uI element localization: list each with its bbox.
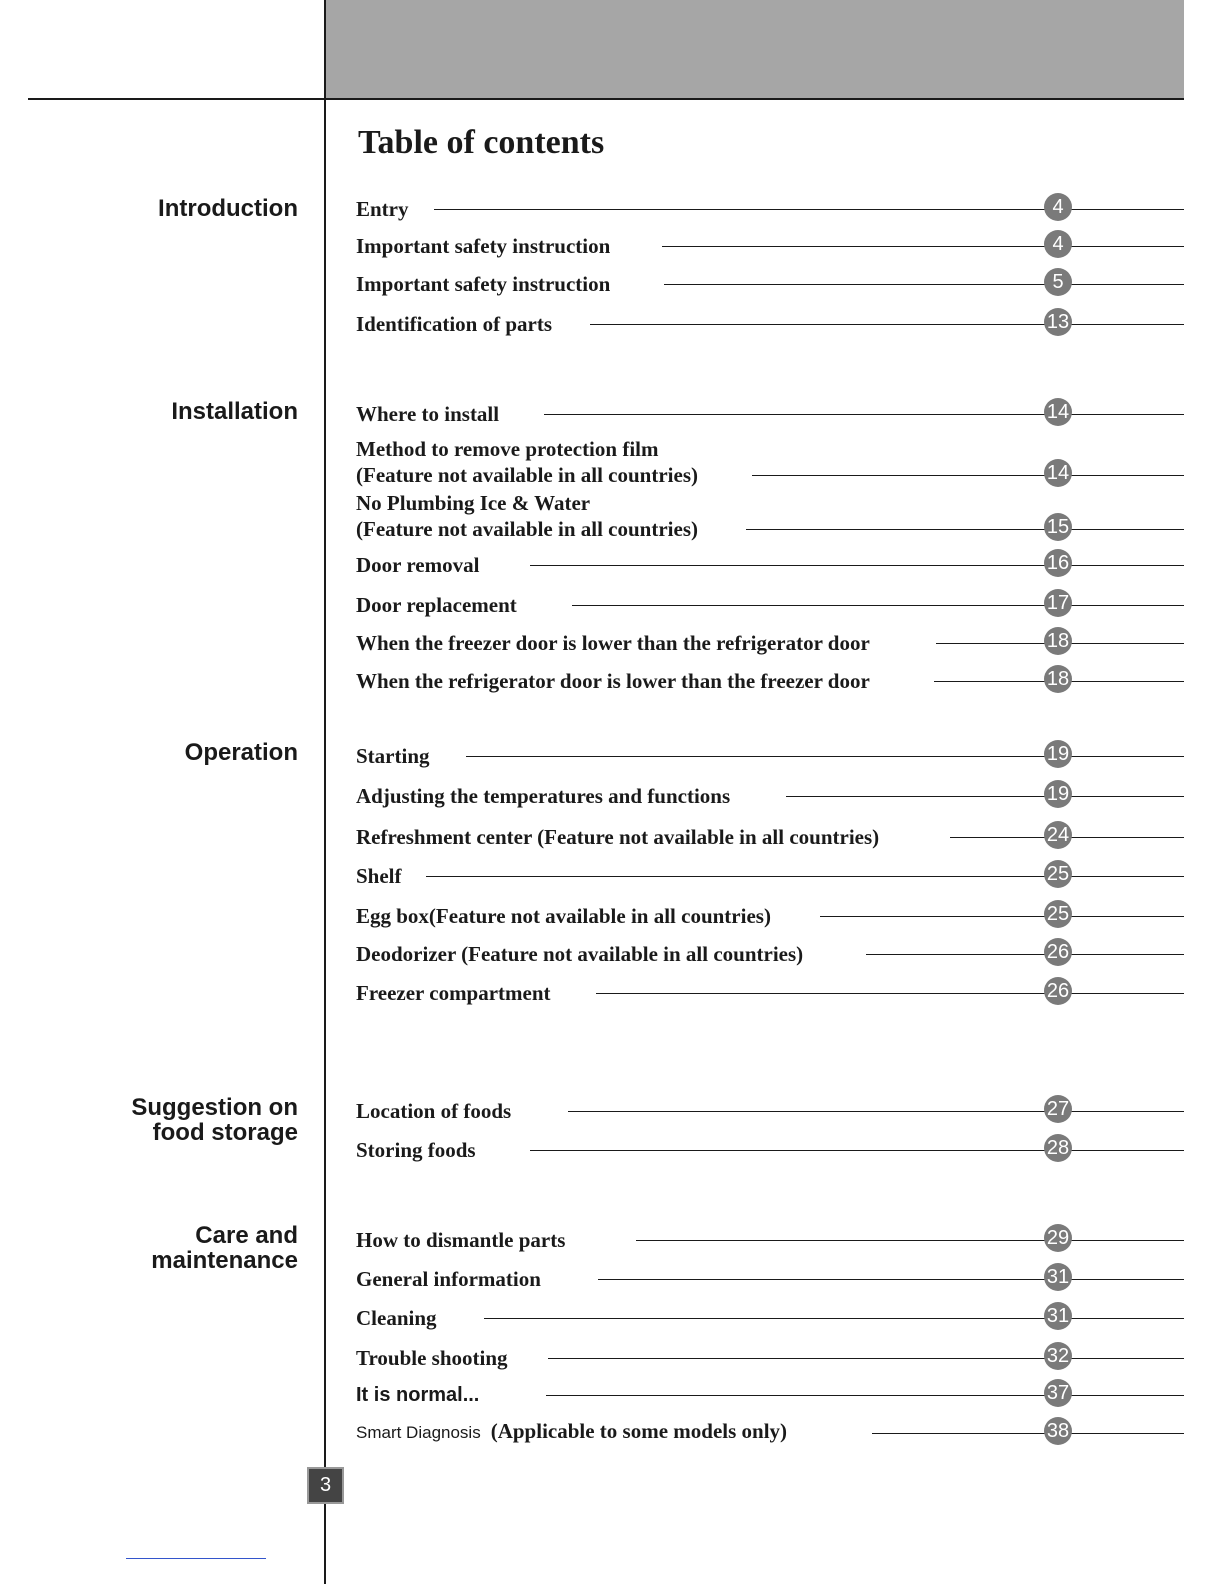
- page-badge: 29: [1044, 1224, 1072, 1252]
- header-band: [326, 0, 1184, 99]
- section-label-line1: Care and: [195, 1222, 298, 1249]
- toc-entry[interactable]: [356, 1341, 1184, 1371]
- entry-title: Door replacement: [356, 593, 517, 617]
- leader-line: [548, 1358, 1184, 1359]
- toc-entry[interactable]: [356, 1262, 1184, 1292]
- entry-title: [356, 490, 698, 542]
- entry-title: Deodorizer (Feature not available in all countries): [356, 942, 804, 966]
- leader-line: [872, 1433, 1184, 1434]
- leader-line: [572, 605, 1184, 606]
- page-badge: 26: [1044, 938, 1072, 966]
- toc-entry[interactable]: [356, 588, 1184, 618]
- page-badge: 38: [1044, 1417, 1072, 1445]
- leader-line: [546, 1395, 1184, 1396]
- section-introduction: [78, 196, 298, 221]
- entry-title: Important safety instruction: [356, 272, 611, 296]
- entry-title: Adjusting the temperatures and functions: [356, 784, 731, 808]
- toc-entry[interactable]: [356, 664, 1184, 694]
- page-badge: 26: [1044, 977, 1072, 1005]
- page-badge: 18: [1044, 665, 1072, 693]
- section-care: [78, 1223, 298, 1273]
- page-badge: 25: [1044, 900, 1072, 928]
- entry-title: When the freezer door is lower than the refrigerator door: [356, 631, 870, 655]
- toc-entry[interactable]: [356, 1223, 1184, 1253]
- page-badge: 14: [1044, 459, 1072, 487]
- toc-entry[interactable]: [356, 486, 1184, 542]
- section-installation: [78, 399, 298, 424]
- toc-entry[interactable]: [356, 1094, 1184, 1124]
- page-badge: 31: [1044, 1302, 1072, 1330]
- vertical-divider: [324, 0, 326, 1584]
- page-badge: 15: [1044, 513, 1072, 541]
- entry-title: How to dismantle parts: [356, 1228, 566, 1252]
- toc-entry[interactable]: [356, 307, 1184, 337]
- page-badge: 27: [1044, 1095, 1072, 1123]
- page-badge: 16: [1044, 549, 1072, 577]
- leader-line: [466, 756, 1184, 757]
- entry-title: Entry: [356, 197, 409, 221]
- page-badge: 5: [1044, 268, 1072, 296]
- toc-entry[interactable]: [356, 397, 1184, 427]
- page-badge: 17: [1044, 589, 1072, 617]
- toc-entry[interactable]: [356, 1133, 1184, 1163]
- page-badge: 32: [1044, 1342, 1072, 1370]
- page-badge: 14: [1044, 398, 1072, 426]
- toc-entry[interactable]: [356, 739, 1184, 769]
- entry-title-line2: (Feature not available in all countries): [356, 517, 698, 541]
- leader-line: [820, 916, 1184, 917]
- toc-entry[interactable]: [356, 626, 1184, 656]
- leader-line: [484, 1318, 1184, 1319]
- page-badge: 4: [1044, 230, 1072, 258]
- entry-title: Storing foods: [356, 1138, 476, 1162]
- toc-entry[interactable]: [356, 1378, 1184, 1408]
- section-label-line1: Suggestion on: [131, 1094, 298, 1121]
- page-badge: 31: [1044, 1263, 1072, 1291]
- section-label-line2: food storage: [152, 1119, 298, 1146]
- entry-title: Cleaning: [356, 1306, 437, 1330]
- page-number-box: 3: [307, 1467, 344, 1504]
- toc-entry[interactable]: [356, 432, 1184, 488]
- page-title: Table of contents: [358, 124, 605, 161]
- toc-entry[interactable]: [356, 229, 1184, 259]
- entry-title-line2: (Feature not available in all countries): [356, 463, 698, 487]
- leader-line: [596, 993, 1184, 994]
- toc-entry[interactable]: [356, 937, 1184, 967]
- leader-line: [590, 324, 1184, 325]
- entry-title: It is normal...: [356, 1384, 480, 1406]
- toc-entry[interactable]: [356, 859, 1184, 889]
- entry-title: Identification of parts: [356, 312, 552, 336]
- footer-rule: [126, 1558, 266, 1559]
- leader-line: [544, 414, 1184, 415]
- toc-entry[interactable]: [356, 820, 1184, 850]
- entry-title: Refreshment center (Feature not available in all countries): [356, 825, 880, 849]
- leader-line: [662, 246, 1184, 247]
- entry-title-part-b: (Applicable to some models only): [490, 1419, 788, 1443]
- entry-title-line1: No Plumbing Ice & Water: [356, 491, 591, 515]
- section-label: Installation: [171, 398, 298, 425]
- entry-title-line1: Method to remove protection film: [356, 437, 659, 461]
- leader-line: [746, 529, 1184, 530]
- entry-title: When the refrigerator door is lower than the freezer door: [356, 669, 870, 693]
- page-badge: 24: [1044, 821, 1072, 849]
- page-badge: 4: [1044, 193, 1072, 221]
- entry-title: Egg box(Feature not available in all countries): [356, 904, 771, 928]
- section-label: Operation: [184, 739, 298, 766]
- toc-entry[interactable]: [356, 899, 1184, 929]
- page-badge: 19: [1044, 740, 1072, 768]
- page-badge: 18: [1044, 627, 1072, 655]
- leader-line: [530, 1150, 1184, 1151]
- entry-title: Starting: [356, 744, 430, 768]
- page-badge: 25: [1044, 860, 1072, 888]
- page-badge: 37: [1044, 1379, 1072, 1407]
- section-operation: [78, 740, 298, 765]
- entry-title: General information: [356, 1267, 541, 1291]
- entry-title: [356, 1418, 787, 1446]
- entry-title: Freezer compartment: [356, 981, 551, 1005]
- toc-entry[interactable]: [356, 267, 1184, 297]
- toc-entry[interactable]: [356, 1301, 1184, 1331]
- leader-line: [664, 284, 1184, 285]
- leader-line: [786, 796, 1184, 797]
- entry-title: [356, 436, 698, 488]
- section-label: Introduction: [158, 195, 298, 222]
- page-badge: 28: [1044, 1134, 1072, 1162]
- entry-title: Location of foods: [356, 1099, 512, 1123]
- leader-line: [752, 475, 1184, 476]
- page-badge: 19: [1044, 780, 1072, 808]
- header-rule: [28, 98, 1184, 100]
- leader-line: [636, 1240, 1184, 1241]
- entry-title: Trouble shooting: [356, 1346, 508, 1370]
- leader-line: [530, 565, 1184, 566]
- entry-title: Important safety instruction: [356, 234, 611, 258]
- leader-line: [568, 1111, 1184, 1112]
- entry-title: Door removal: [356, 553, 480, 577]
- entry-title: Shelf: [356, 864, 402, 888]
- toc-entry[interactable]: [356, 192, 1184, 222]
- entry-title-part-a: Smart Diagnosis: [356, 1423, 481, 1442]
- page-badge: 13: [1044, 308, 1072, 336]
- toc-entry[interactable]: [356, 1416, 1184, 1446]
- toc-entry[interactable]: [356, 976, 1184, 1006]
- leader-line: [598, 1279, 1184, 1280]
- entry-title: Where to install: [356, 402, 500, 426]
- toc-entry[interactable]: [356, 779, 1184, 809]
- section-label-line2: maintenance: [151, 1247, 298, 1274]
- section-food-storage: [78, 1095, 298, 1145]
- leader-line: [866, 954, 1184, 955]
- toc-entry[interactable]: [356, 548, 1184, 578]
